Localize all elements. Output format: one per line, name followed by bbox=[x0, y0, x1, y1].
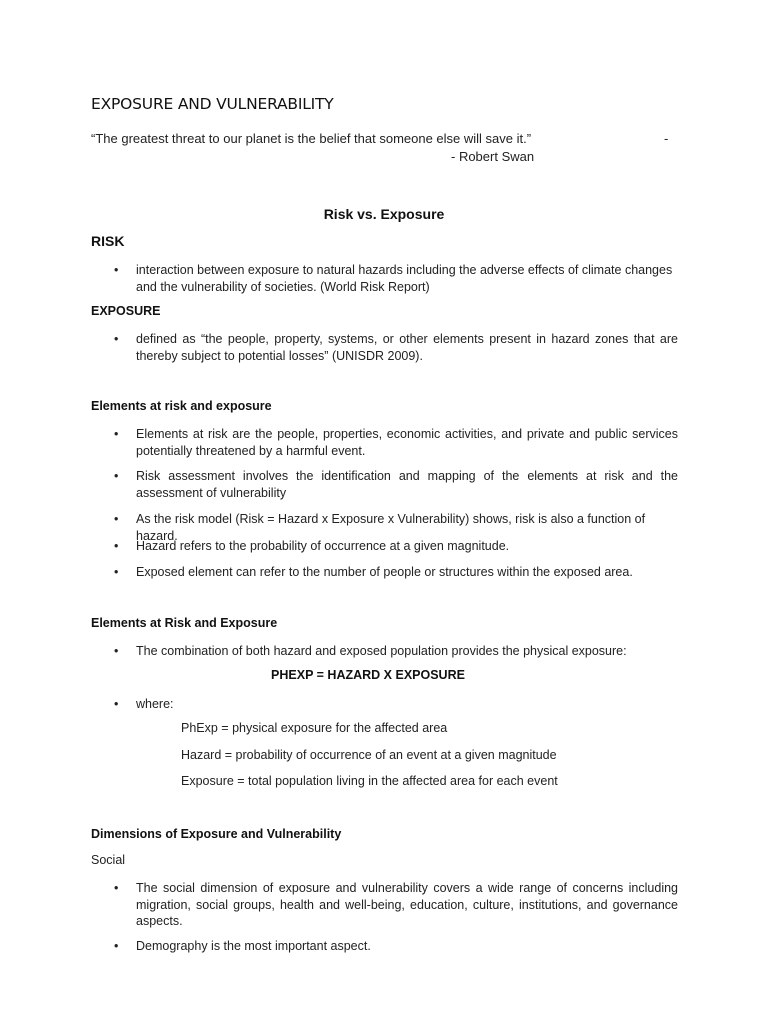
list-item-text: As the risk model (Risk = Hazard x Exposure x Vulnerability) shows, risk is also a function of hazard. bbox=[136, 512, 646, 543]
formula: PHEXP = HAZARD X EXPOSURE bbox=[271, 668, 465, 682]
bullet-marker: • bbox=[114, 539, 119, 553]
document-title: EXPOSURE AND VULNERABILITY bbox=[91, 95, 334, 113]
list-item-text: The combination of both hazard and exposed population provides the physical exposure: bbox=[136, 644, 627, 658]
list-item-text: The social dimension of exposure and vulnerability covers a wide range of concerns including migration, social groups, health and well-being, education, culture, institutions, and governance aspects. bbox=[136, 881, 678, 928]
bullet-marker: • bbox=[114, 427, 119, 441]
quote-dash: - bbox=[664, 131, 669, 146]
bullet-marker: • bbox=[114, 469, 119, 483]
bullet-marker: • bbox=[114, 263, 119, 277]
bullet-marker: • bbox=[114, 565, 119, 579]
list-item-text: Hazard refers to the probability of occurrence at a given magnitude. bbox=[136, 539, 510, 553]
bullet-marker: • bbox=[114, 881, 119, 895]
definition-phexp: PhExp = physical exposure for the affected area bbox=[181, 721, 448, 735]
quote-author: - Robert Swan bbox=[451, 149, 535, 164]
bullet-marker: • bbox=[114, 697, 119, 711]
list-item-text: Exposed element can refer to the number of people or structures within the exposed area. bbox=[136, 565, 633, 579]
definition-hazard: Hazard = probability of occurrence of an event at a given magnitude bbox=[181, 748, 557, 762]
list-item-text: interaction between exposure to natural hazards including the adverse effects of climate changes and the vulnerability of societies. (World Risk Report) bbox=[136, 263, 673, 294]
list-item-text: defined as “the people, property, systems, or other elements present in hazard zones that are thereby subject to potential losses” (UNISDR 2009). bbox=[136, 332, 678, 363]
quote-text: “The greatest threat to our planet is the belief that someone else will save it.” bbox=[91, 131, 532, 146]
risk-heading: RISK bbox=[91, 233, 125, 249]
physical-exposure-heading: Elements at Risk and Exposure bbox=[91, 616, 278, 630]
list-item-text: Demography is the most important aspect. bbox=[136, 939, 371, 953]
bullet-marker: • bbox=[114, 332, 119, 346]
definition-exposure: Exposure = total population living in the affected area for each event bbox=[181, 774, 558, 788]
list-item-text: Risk assessment involves the identification and mapping of the elements at risk and the assessment of vulnerability bbox=[136, 469, 678, 500]
bullet-marker: • bbox=[114, 939, 119, 953]
main-heading: Risk vs. Exposure bbox=[323, 206, 445, 222]
dimensions-heading: Dimensions of Exposure and Vulnerability bbox=[91, 827, 342, 841]
elements-at-risk-heading: Elements at risk and exposure bbox=[91, 399, 272, 413]
bullet-marker: • bbox=[114, 644, 119, 658]
list-item-text: Elements at risk are the people, properties, economic activities, and private and public services potentially threatened by a harmful event. bbox=[136, 427, 678, 458]
exposure-heading: EXPOSURE bbox=[91, 304, 161, 318]
list-item-text: where: bbox=[136, 697, 174, 711]
social-subheading: Social bbox=[91, 853, 126, 867]
bullet-marker: • bbox=[114, 512, 119, 526]
